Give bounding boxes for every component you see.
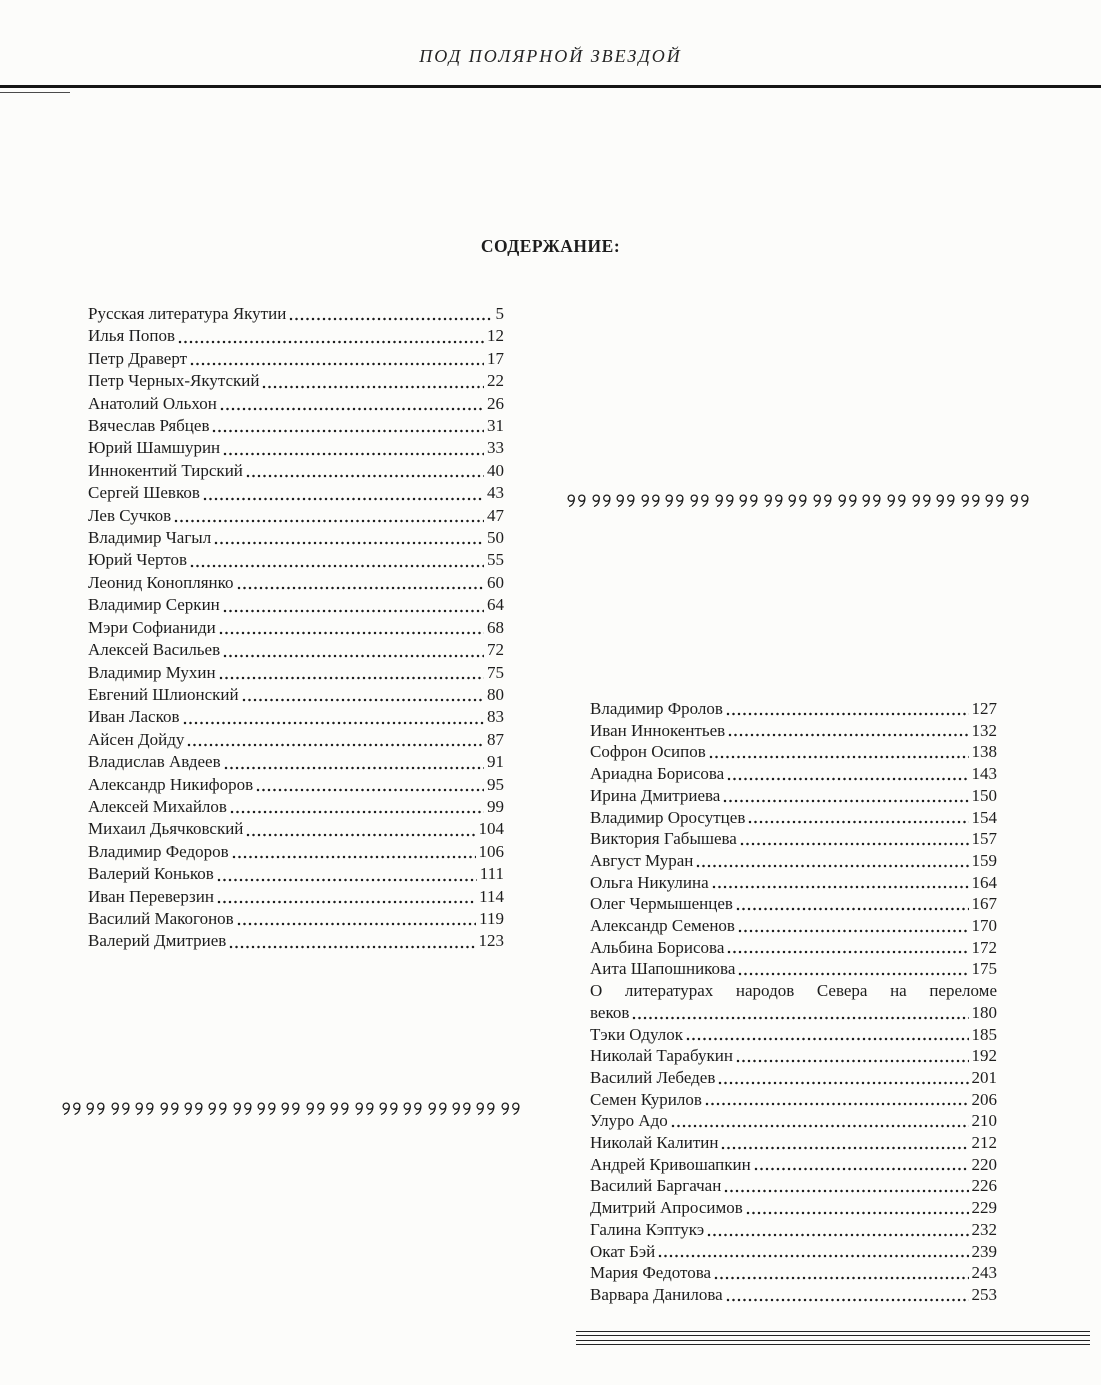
entry-name: Юрий Шамшурин	[88, 438, 221, 458]
toc-entry	[590, 807, 997, 829]
entry-name: Юрий Чертов	[88, 550, 188, 570]
dot-leader	[212, 429, 484, 433]
entry-page: 12	[487, 326, 504, 346]
ornament-icon	[499, 1101, 522, 1117]
ornament-icon	[983, 493, 1006, 509]
entry-page: 150	[971, 785, 997, 805]
entry-name: Сергей Шевков	[88, 483, 200, 503]
dot-leader	[187, 743, 484, 747]
entry-name: Иван Ласков	[88, 707, 180, 727]
dot-leader	[183, 721, 484, 725]
toc-entry	[88, 370, 504, 392]
dot-leader	[726, 1298, 969, 1302]
toc-entry	[590, 1175, 997, 1197]
entry-page: 172	[971, 937, 997, 957]
entry-name: Валерий Коньков	[88, 864, 214, 884]
ornament-icon	[133, 1101, 156, 1117]
dot-leader	[726, 712, 969, 716]
entry-page: 83	[487, 707, 504, 727]
bottom-rule-line-2	[576, 1340, 1090, 1345]
dot-leader	[658, 1254, 968, 1258]
dot-leader	[229, 945, 475, 949]
ornament-icon	[182, 1101, 205, 1117]
entry-name: Тэки Одулок	[590, 1024, 683, 1044]
dot-leader	[230, 810, 484, 814]
dot-leader	[727, 777, 968, 781]
entry-page: 132	[971, 720, 997, 740]
entry-page: 106	[478, 841, 504, 861]
entry-name: Иннокентий Тирский	[88, 460, 243, 480]
ornament-row-right	[565, 492, 1031, 510]
toc-entry	[88, 325, 504, 347]
toc-heading: СОДЕРЖАНИЕ:	[480, 236, 621, 256]
dot-leader	[721, 1146, 968, 1150]
entry-name: Окат Бэй	[590, 1241, 656, 1261]
dot-leader	[754, 1167, 969, 1171]
entry-page: 47	[487, 505, 504, 525]
dot-leader	[709, 755, 969, 759]
toc-entry	[590, 1067, 997, 1089]
toc-entry	[88, 527, 504, 549]
entry-page: 119	[479, 908, 504, 928]
dot-leader	[220, 407, 484, 411]
entry-page: 243	[971, 1263, 997, 1283]
ornament-icon	[450, 1101, 473, 1117]
toc-entry	[590, 1089, 997, 1111]
toc-entry	[88, 460, 504, 482]
entry-page: 185	[971, 1024, 997, 1044]
entry-name: Владимир Фролов	[590, 699, 723, 718]
entry-page: 75	[487, 662, 504, 682]
toc-entry	[88, 818, 504, 840]
toc-entry	[590, 698, 997, 720]
entry-name: Семен Курилов	[590, 1089, 702, 1109]
entry-page: 68	[487, 617, 504, 637]
entry-page: 95	[487, 774, 504, 794]
toc-entry	[88, 393, 504, 415]
dot-leader	[256, 788, 484, 792]
entry-page: 143	[971, 764, 997, 784]
dot-leader	[246, 474, 484, 478]
toc-entry	[590, 720, 997, 742]
dot-leader	[224, 766, 484, 770]
ornament-icon	[737, 493, 760, 509]
ornament-icon	[1008, 493, 1031, 509]
dot-leader	[736, 1059, 969, 1063]
toc-entry	[88, 662, 504, 684]
entry-page: 5	[495, 304, 504, 323]
toc-entry	[88, 549, 504, 571]
dot-leader	[671, 1124, 969, 1128]
entry-name: Владислав Авдеев	[88, 752, 221, 772]
ornament-icon	[60, 1101, 83, 1117]
entry-page: 111	[479, 864, 504, 884]
entry-page: 80	[487, 684, 504, 704]
toc-entry	[88, 303, 504, 325]
dot-leader	[190, 564, 484, 568]
toc-entry	[88, 729, 504, 751]
ornament-icon	[84, 1101, 107, 1117]
entry-name: Андрей Кривошапкин	[590, 1154, 751, 1174]
toc-entry	[590, 1241, 997, 1263]
toc-entry	[88, 482, 504, 504]
entry-name: Иван Переверзин	[88, 886, 214, 906]
entry-name: Петр Черных-Якутский	[88, 371, 260, 391]
entry-name: Алексей Михайлов	[88, 796, 227, 816]
dot-leader	[219, 631, 484, 635]
ornament-icon	[663, 493, 686, 509]
entry-name: Лев Сучков	[88, 505, 172, 525]
ornament-icon	[959, 493, 982, 509]
toc-entry	[88, 572, 504, 594]
dot-leader	[696, 864, 968, 868]
entry-name: Русская литература Якутии	[88, 304, 287, 323]
entry-page: 180	[971, 1002, 997, 1022]
toc-entry	[590, 850, 997, 872]
entry-page: 170	[971, 916, 997, 936]
entry-name: Ольга Никулина	[590, 872, 709, 892]
entry-name: Владимир Оросутцев	[590, 807, 746, 827]
dot-leader	[712, 885, 969, 889]
ornament-icon	[255, 1101, 278, 1117]
entry-name: Варвара Данилова	[590, 1284, 723, 1304]
ornament-icon	[590, 493, 613, 509]
dot-leader	[223, 654, 484, 658]
entry-page: 239	[971, 1241, 997, 1261]
bottom-rule-line-1	[576, 1331, 1090, 1336]
entry-page: 104	[478, 819, 504, 839]
entry-name: Владимир Чагыл	[88, 528, 212, 548]
dot-leader	[262, 385, 484, 389]
entry-name: Аита Шапошникова	[590, 959, 736, 979]
dot-leader	[736, 907, 969, 911]
ornament-icon	[328, 1101, 351, 1117]
toc-entry	[88, 415, 504, 437]
entry-name: Август Муран	[590, 850, 694, 870]
dot-leader	[632, 1016, 968, 1020]
dot-leader	[190, 362, 484, 366]
toc-entry	[88, 684, 504, 706]
ornament-icon	[158, 1101, 181, 1117]
toc-entry	[88, 639, 504, 661]
toc-entry	[590, 763, 997, 785]
entry-page: 157	[971, 829, 997, 849]
entry-name: Ирина Дмитриева	[590, 785, 721, 805]
header-rule-shadow	[0, 92, 70, 93]
toc-entry	[590, 828, 997, 850]
entry-name: Вячеслав Рябцев	[88, 416, 210, 436]
entry-page: 229	[971, 1198, 997, 1218]
entry-page: 91	[487, 752, 504, 772]
ornament-icon	[279, 1101, 302, 1117]
entry-name: Владимир Федоров	[88, 841, 229, 861]
entry-name: Дмитрий Апросимов	[590, 1198, 743, 1218]
entry-page: 127	[971, 699, 997, 718]
ornament-icon	[836, 493, 859, 509]
toc-entry	[88, 863, 504, 885]
entry-page: 26	[487, 393, 504, 413]
toc-entry	[590, 1045, 997, 1067]
entry-page: 31	[487, 416, 504, 436]
toc-entry	[590, 1197, 997, 1219]
toc-entry	[88, 706, 504, 728]
entry-name: Анатолий Ольхон	[88, 393, 217, 413]
toc-entry	[88, 751, 504, 773]
entry-page: 212	[971, 1133, 997, 1153]
dot-leader	[217, 878, 477, 882]
dot-leader	[705, 1102, 969, 1106]
ornament-icon	[304, 1101, 327, 1117]
ornament-icon	[109, 1101, 132, 1117]
entry-name: Леонид Коноплянко	[88, 572, 234, 592]
toc-entry	[88, 774, 504, 796]
ornament-icon	[762, 493, 785, 509]
dot-leader	[728, 733, 968, 737]
entry-name: Василий Макогонов	[88, 908, 234, 928]
toc-entry	[88, 348, 504, 370]
toc-entry	[590, 937, 997, 959]
dot-leader	[219, 676, 484, 680]
entry-name: Евгений Шлионский	[88, 684, 239, 704]
toc-left-column	[88, 303, 504, 953]
header-rule	[0, 85, 1101, 88]
toc-entry	[88, 617, 504, 639]
entry-page: 60	[487, 572, 504, 592]
entry-page: 232	[971, 1219, 997, 1239]
entry-page: 22	[487, 371, 504, 391]
dot-leader	[178, 340, 484, 344]
entry-page: 33	[487, 438, 504, 458]
dot-leader	[223, 452, 484, 456]
dot-leader	[237, 922, 476, 926]
dot-leader	[723, 799, 968, 803]
toc-entry	[88, 930, 504, 952]
entry-name: Олег Чермышенцев	[590, 894, 733, 914]
toc-entry	[590, 1154, 997, 1176]
entry-page: 206	[971, 1089, 997, 1109]
toc-entry	[590, 1262, 997, 1284]
ornament-icon	[401, 1101, 424, 1117]
ornament-icon	[811, 493, 834, 509]
entry-name: Айсен Дойду	[88, 729, 185, 749]
toc-entry	[590, 1024, 997, 1046]
dot-leader	[714, 1276, 968, 1280]
entry-name: Николай Тарабукин	[590, 1046, 733, 1066]
ornament-icon	[688, 493, 711, 509]
entry-name: Мэри Софианиди	[88, 617, 216, 637]
toc-entry	[590, 1219, 997, 1241]
dot-leader	[707, 1233, 968, 1237]
ornament-icon	[377, 1101, 400, 1117]
dot-leader	[718, 1081, 968, 1085]
toc-entry	[590, 872, 997, 894]
dot-leader	[289, 317, 492, 321]
toc-entry	[590, 958, 997, 980]
entry-page: 123	[478, 931, 504, 951]
ornament-icon	[353, 1101, 376, 1117]
dot-leader	[237, 586, 484, 590]
entry-page: 210	[971, 1111, 997, 1131]
entry-page: 114	[479, 886, 504, 906]
running-head-title: ПОД ПОЛЯРНОЙ ЗВЕЗДОЙ	[419, 46, 682, 66]
ornament-icon	[786, 493, 809, 509]
entry-name: Мария Федотова	[590, 1263, 712, 1283]
entry-page: 154	[971, 807, 997, 827]
dot-leader	[727, 950, 968, 954]
dot-leader	[242, 698, 484, 702]
entry-page: 43	[487, 483, 504, 503]
dot-leader	[748, 820, 968, 824]
entry-name: Василий Баргачан	[590, 1176, 722, 1196]
ornament-icon	[860, 493, 883, 509]
entry-name: Михаил Дьячковский	[88, 819, 244, 839]
entry-name: Илья Попов	[88, 326, 175, 346]
toc-right-column	[590, 698, 997, 1306]
ornament-icon	[614, 493, 637, 509]
entry-name: Владимир Серкин	[88, 595, 220, 615]
ornament-icon	[565, 493, 588, 509]
entry-page: 50	[487, 528, 504, 548]
entry-page: 164	[971, 872, 997, 892]
dot-leader	[246, 833, 475, 837]
entry-page: 55	[487, 550, 504, 570]
dot-leader	[223, 609, 484, 613]
toc-entry	[590, 915, 997, 937]
entry-page: 253	[971, 1284, 997, 1304]
ornament-icon	[639, 493, 662, 509]
entry-name: Алексей Васильев	[88, 640, 221, 660]
ornament-row-left	[60, 1100, 522, 1118]
entry-name: Виктория Габышева	[590, 829, 737, 849]
ornament-icon	[934, 493, 957, 509]
entry-page: 64	[487, 595, 504, 615]
dot-leader	[740, 842, 969, 846]
toc-entry	[88, 437, 504, 459]
entry-name: Николай Калитин	[590, 1133, 719, 1153]
entry-name: веков	[590, 1002, 630, 1022]
entry-page: 72	[487, 640, 504, 660]
toc-entry	[88, 841, 504, 863]
toc-entry	[590, 741, 997, 763]
entry-name: Александр Никифоров	[88, 774, 254, 794]
ornament-icon	[426, 1101, 449, 1117]
dot-leader	[217, 900, 476, 904]
ornament-icon	[910, 493, 933, 509]
entry-name: Иван Иннокентьев	[590, 720, 726, 740]
entry-page: 87	[487, 729, 504, 749]
dot-leader	[746, 1211, 969, 1215]
entry-page: 159	[971, 850, 997, 870]
toc-entry	[590, 1002, 997, 1024]
toc-entry	[88, 886, 504, 908]
toc-entry	[88, 908, 504, 930]
toc-entry	[88, 796, 504, 818]
toc-entry	[590, 1110, 997, 1132]
dot-leader	[738, 972, 968, 976]
toc-entry-wrapped-line: О литературах народов Севера на переломе	[590, 981, 997, 1001]
entry-name: Александр Семенов	[590, 916, 735, 936]
bottom-double-rule	[576, 1331, 1090, 1349]
dot-leader	[203, 497, 484, 501]
entry-name: Софрон Осипов	[590, 742, 706, 762]
entry-name: Владимир Мухин	[88, 662, 216, 682]
entry-name: Альбина Борисова	[590, 937, 725, 957]
entry-page: 99	[487, 796, 504, 816]
entry-page: 17	[487, 348, 504, 368]
dot-leader	[738, 929, 969, 933]
toc-entry	[590, 1132, 997, 1154]
dot-leader	[232, 855, 476, 859]
toc-entry	[88, 505, 504, 527]
entry-name: Петр Драверт	[88, 348, 188, 368]
ornament-icon	[231, 1101, 254, 1117]
entry-name: Улуро Адо	[590, 1111, 668, 1131]
entry-page: 40	[487, 460, 504, 480]
entry-page: 201	[971, 1067, 997, 1087]
entry-page: 192	[971, 1046, 997, 1066]
entry-page: 138	[971, 742, 997, 762]
entry-name: Галина Кэптукэ	[590, 1219, 705, 1239]
entry-name: Ариадна Борисова	[590, 764, 725, 784]
ornament-icon	[206, 1101, 229, 1117]
ornament-icon	[474, 1101, 497, 1117]
entry-page: 226	[971, 1176, 997, 1196]
dot-leader	[214, 541, 484, 545]
entry-page: 167	[971, 894, 997, 914]
entry-page: 220	[971, 1154, 997, 1174]
dot-leader	[686, 1037, 969, 1041]
toc-entry	[590, 1284, 997, 1306]
ornament-icon	[713, 493, 736, 509]
dot-leader	[174, 519, 484, 523]
entry-page: 175	[971, 959, 997, 979]
entry-name: Валерий Дмитриев	[88, 931, 227, 951]
toc-entry	[590, 893, 997, 915]
ornament-icon	[885, 493, 908, 509]
dot-leader	[724, 1189, 968, 1193]
toc-entry	[88, 594, 504, 616]
entry-name: Василий Лебедев	[590, 1067, 716, 1087]
toc-entry	[590, 785, 997, 807]
